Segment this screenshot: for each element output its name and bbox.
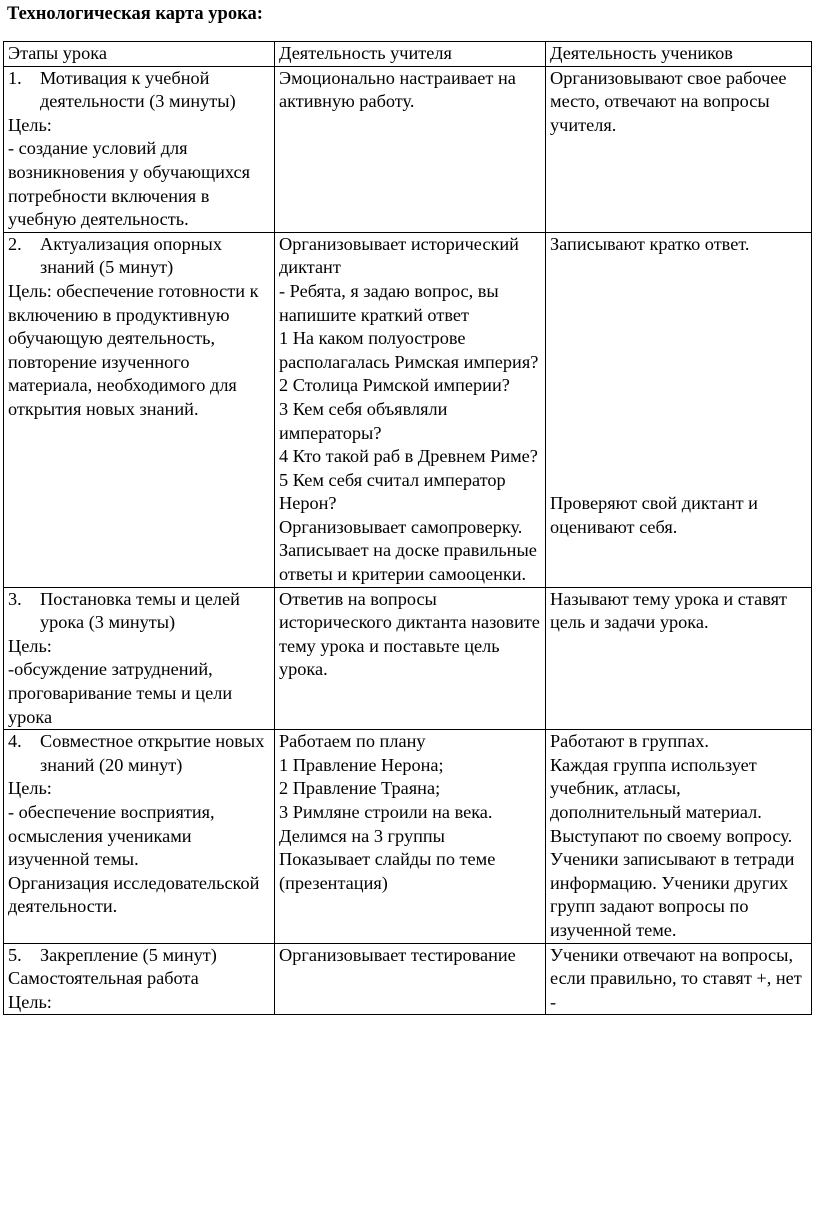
teacher-cell: [275, 587, 546, 730]
teacher-text: 4 Кто такой раб в Древнем Риме?: [279, 446, 538, 467]
stage-text: -обсуждение затруднений, проговаривание темы и цели урока: [8, 659, 233, 727]
teacher-text: - Ребята, я задаю вопрос, вы напишите краткий ответ: [279, 280, 499, 325]
teacher-cell: [275, 232, 546, 587]
stage-heading: [8, 588, 270, 635]
header-teacher: Деятельность учителя: [275, 42, 546, 67]
page-title: Технологическая карта урока:: [7, 4, 263, 24]
students-text: Организовывают свое рабочее место, отвечают на вопросы учителя.: [550, 67, 787, 135]
students-cell: [546, 943, 812, 1015]
teacher-text: Организовывает самопроверку. Записывает на доске правильные ответы и критерии самооценки.: [279, 516, 537, 585]
teacher-text: Ответив на вопросы исторического диктанта назовите тему урока и поставьте цель урока.: [279, 588, 540, 680]
header-row: [4, 42, 812, 67]
stage-number: 4.: [8, 731, 22, 752]
teacher-text: Работаем по плану: [279, 731, 426, 752]
teacher-text: Делимся на 3 группы: [279, 825, 445, 846]
stage-text: Цель: обеспечение готовности к включению в продуктивную обучающую деятельность, повторение изученного материала, необходимого для открытия новых знаний.: [8, 280, 259, 419]
students-text: Проверяют свой диктант и оценивают себя.: [550, 493, 758, 537]
table-row: [4, 730, 812, 943]
stage-title: Постановка темы и целей урока (3 минуты): [40, 588, 240, 633]
table-row: [4, 66, 812, 232]
stage-title: Мотивация к учебной деятельности (3 минуты): [40, 67, 236, 112]
teacher-text: 3 Кем себя объявляли императоры?: [279, 398, 448, 443]
stage-cell: [4, 66, 275, 232]
students-cell: [546, 730, 812, 943]
stage-title: Актуализация опорных знаний (5 минут): [40, 233, 222, 278]
stage-text: Цель:: [8, 991, 52, 1012]
stage-cell: [4, 587, 275, 730]
stage-heading: [8, 944, 270, 968]
stage-cell: [4, 730, 275, 943]
students-text: Ученики отвечают на вопросы, если правильно, то ставят +, нет -: [550, 944, 802, 1012]
teacher-text: 2 Правление Траяна;: [279, 778, 441, 799]
stage-heading: [8, 67, 270, 114]
teacher-text: 1 На каком полуострове располагалась Римская империя?: [279, 328, 539, 372]
teacher-text: Эмоционально настраивает на активную работу.: [279, 67, 516, 112]
students-cell: [546, 232, 812, 587]
stage-text: Цель:: [8, 635, 52, 656]
teacher-text: Показывает слайды по теме (презентация): [279, 849, 496, 893]
header-students: Деятельность учеников: [546, 42, 812, 67]
stage-number: 3.: [8, 588, 22, 609]
students-text: Работают в группах.: [550, 731, 709, 752]
lesson-plan-table: [3, 41, 812, 1015]
stage-title: Совместное открытие новых знаний (20 минут): [40, 731, 265, 775]
students-text: Записывают кратко ответ.: [550, 233, 750, 254]
students-text: Называют тему урока и ставят цель и задачи урока.: [550, 588, 787, 633]
teacher-text: Организовывает тестирование: [279, 944, 516, 965]
teacher-cell: [275, 943, 546, 1015]
stage-heading: [8, 233, 270, 280]
stage-text: Цель:: [8, 114, 52, 135]
students-cell: [546, 66, 812, 232]
teacher-text: 2 Столица Римской империи?: [279, 375, 510, 396]
stage-number: 5.: [8, 944, 22, 965]
table-row: [4, 943, 812, 1015]
stage-title: Закрепление (5 минут): [40, 944, 217, 965]
stage-heading: [8, 730, 270, 777]
table-row: [4, 232, 812, 587]
table-row: [4, 587, 812, 730]
stage-number: 2.: [8, 233, 22, 254]
students-text: Каждая группа использует учебник, атласы, дополнительный материал. Выступают по своему вопросу. Ученики записывают в тетради информацию. Ученики других групп задают вопросы по изученной теме.: [550, 754, 795, 940]
stage-number: 1.: [8, 67, 22, 88]
stage-text: - создание условий для возникновения у обучающихся потребности включения в учебную деятельность.: [8, 138, 250, 230]
stage-text: Организация исследовательской деятельности.: [8, 872, 260, 917]
stage-text: Самостоятельная работа: [8, 968, 199, 989]
teacher-text: 3 Римляне строили на века.: [279, 802, 493, 822]
students-cell: [546, 587, 812, 730]
teacher-cell: [275, 66, 546, 232]
teacher-text: 5 Кем себя считал император Нерон?: [279, 469, 506, 514]
stage-cell: [4, 232, 275, 587]
teacher-text: 1 Правление Нерона;: [279, 754, 444, 775]
stage-text: Цель:: [8, 778, 52, 799]
header-stages: Этапы урока: [4, 42, 275, 67]
stage-text: - обеспечение восприятия, осмысления учениками изученной темы.: [8, 802, 215, 870]
teacher-cell: [275, 730, 546, 943]
stage-cell: [4, 943, 275, 1015]
spacer: [550, 256, 807, 492]
teacher-text: Организовывает исторический диктант: [279, 233, 519, 278]
